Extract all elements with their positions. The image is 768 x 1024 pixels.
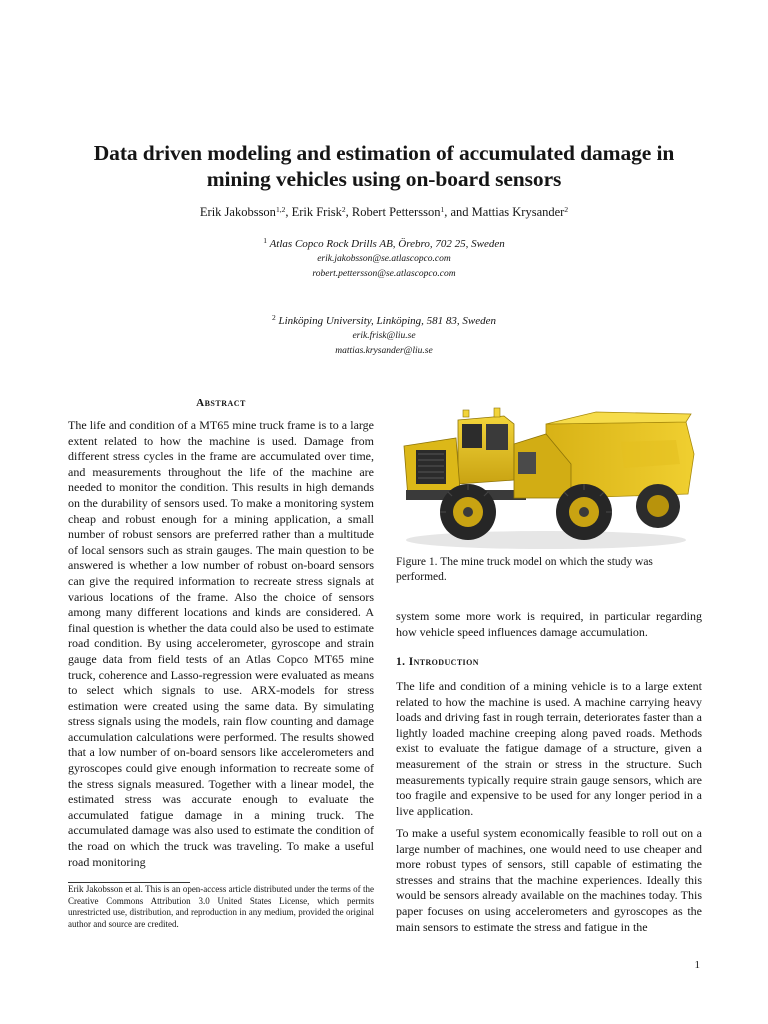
- author-name: Mattias Krysander: [471, 205, 565, 219]
- title-line-2: mining vehicles using on-board sensors: [206, 167, 562, 191]
- footnote-rule: [68, 882, 190, 883]
- paper-title: [60, 140, 708, 192]
- introduction-paragraph-2: To make a useful system economically feasible to roll out on a large number of machines, one would need to use cheaper and more robust types of sensors, still capable of estimating the stresses and strains that the machine experiences. Ideally this would be sensors already available on the machines today. This paper focuses on using accelerometers and gyroscopes as the main sensors to estimate the stress and fatigue in the: [396, 826, 702, 934]
- author-affiliation-mark: 2: [341, 205, 346, 214]
- section-heading-introduction: 1. Introduction: [396, 656, 479, 668]
- author-affiliation-mark: 1: [440, 205, 445, 214]
- page-number: 1: [694, 959, 700, 971]
- author-email: robert.pettersson@se.atlascopco.com: [312, 269, 456, 279]
- abstract-body: [68, 418, 374, 870]
- author-name: Robert Pettersson: [351, 205, 441, 219]
- author-email: mattias.krysander@liu.se: [335, 346, 433, 356]
- abstract-text: The life and condition of a MT65 mine truck frame is to a large extent related to how the machine is used. Damage from different stress cycles in the frame are accumulated over time, and measurements throughout the life of the machine are needed to monitor the condition. This results in high demands on the durability of sensors used. To make a monitoring system cheap and robust enough for a mining application, a small number of robust sensors are preferred rather than a multitude of local sensors such as strain gauges. The main question to be answered is whether a low number of robust on-board sensors can give the required information to recreate stress signals at various locations of the frame. Also the choice of sensors among many different locations and kinds are considered. A final question is whether the data could also be used to estimate road condition. By using accelerometer, gyroscope and strain gauge data from field tests of an Atlas Copco MT65 mine truck, coherence and Lasso-regression were evaluated as means to select which signals to use. ARX-models for stress estimation were created using the same data. By simulating stress signals using the models, rain flow counting and damage accumulation calculations were performed. The results showed that a low number of on-board sensors like accelerometers and gyroscopes could give enough information to recreate some of the stress signals measured. Together with a linear model, the estimated stress was accurate enough to evaluate the accumulated fatigue damage in a mining truck. The accumulated damage was also used to estimate the condition of the road on which the truck was traveling. To make a useful road monitoring: [68, 418, 374, 869]
- author-name: Erik Frisk: [291, 205, 342, 219]
- affiliation-name: Atlas Copco Rock Drills AB, Örebro, 702 25, Sweden: [269, 238, 505, 250]
- author-name: Erik Jakobsson: [199, 205, 276, 219]
- affiliation-2: $^2$ Linköping University, Linköping, 581 83, Sweden erik.frisk@liu.se mattias.krysander@liu.se: [60, 314, 708, 359]
- author-affiliation-mark: 2: [564, 205, 569, 214]
- introduction-paragraph-1: The life and condition of a mining vehicle is to a large extent related to how the machine is used. A machine carrying heavy loads and driving fast in rough terrain, deteriorates faster than a lightly loaded machine creeping along paved roads. Methods exist to evaluate the fatigue damage of a structure, given a measurement of the strain or stress in the structure. Such measurements typically require strain gauge sensors, which are too fragile and expensive to be used for any longer period in a live application.: [396, 679, 702, 818]
- author-affiliation-mark: 1,2: [275, 205, 286, 214]
- author-list: Erik Jakobsson$^{1,2}$, Erik Frisk$^2$, Robert Pettersson$^1$, and Mattias Krysander$^2$: [199, 205, 569, 219]
- figure-mine-truck: [396, 394, 702, 552]
- affiliation-1: $^1$ Atlas Copco Rock Drills AB, Örebro, 702 25, Sweden erik.jakobsson@se.atlascopco.com robert.pettersson@se.atlascopco.com: [60, 237, 708, 282]
- affiliation-name: Linköping University, Linköping, 581 83, Sweden: [278, 315, 497, 327]
- author-email: erik.jakobsson@se.atlascopco.com: [317, 254, 451, 264]
- figure-caption: Figure 1. The mine truck model on which the study was performed.: [396, 556, 653, 583]
- abstract-continuation: system some more work is required, in particular regarding how vehicle speed influences damage accumulation.: [396, 609, 702, 639]
- title-line-1: Data driven modeling and estimation of accumulated damage in: [93, 141, 675, 165]
- mine-truck-illustration: [396, 394, 702, 552]
- abstract-heading: Abstract: [196, 397, 246, 409]
- license-footnote: Erik Jakobsson et al. This is an open-access article distributed under the terms of the Creative Commons Attribution 3.0 United States License, which permits unrestricted use, distribution, and reproduction in any medium, provided the original author and source are credited.: [68, 884, 374, 929]
- author-email: erik.frisk@liu.se: [352, 331, 416, 341]
